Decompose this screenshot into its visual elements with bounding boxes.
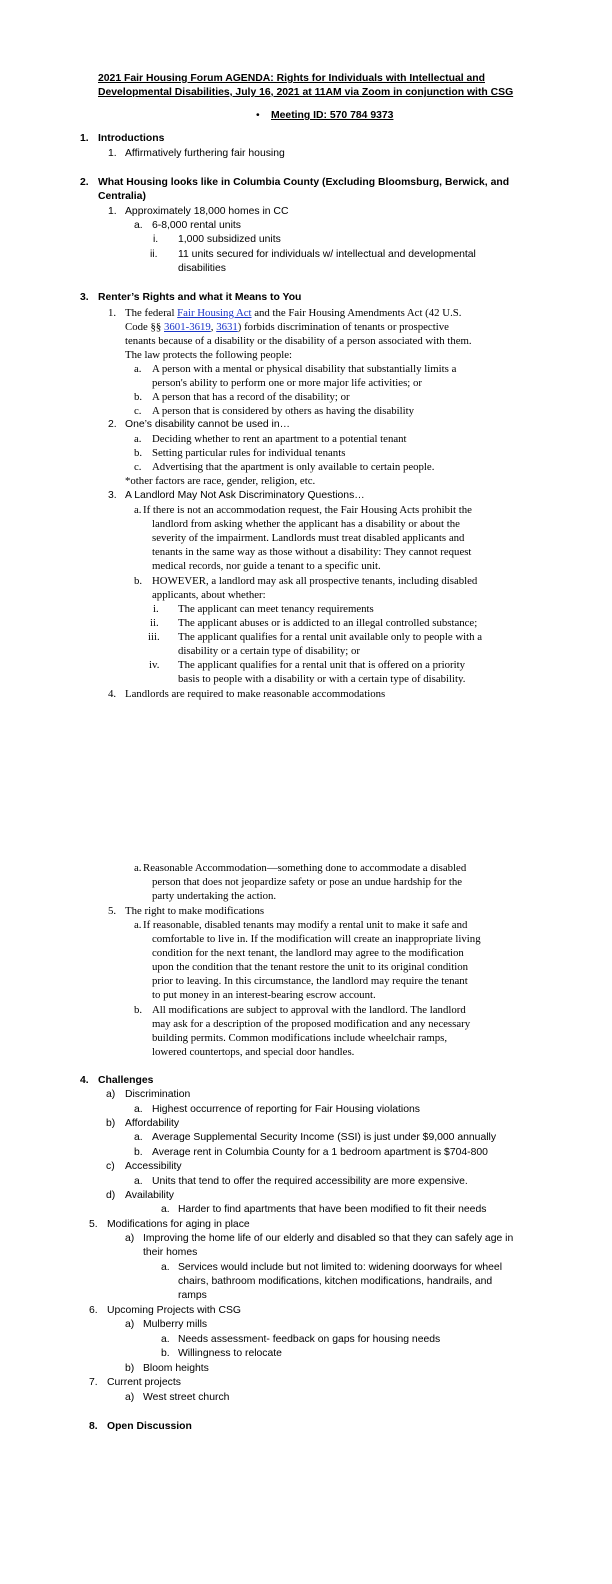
- list-item: Availability: [125, 1190, 174, 1201]
- list-number: 5.: [108, 905, 117, 917]
- meeting-id: Meeting ID: 570 784 9373: [271, 110, 394, 121]
- list-letter: a.: [161, 1262, 170, 1273]
- paragraph-line: The federal Fair Housing Act and the Fair Housing Amendments Act (42 U.S.: [125, 307, 462, 319]
- list-number: 3.: [108, 490, 117, 501]
- section-8-number: 8.: [89, 1421, 98, 1432]
- paragraph-line: upon the condition that the tenant restore the unit to its original condition: [152, 961, 469, 973]
- list-letter: a.: [161, 1334, 170, 1345]
- paragraph-line: If there is not an accommodation request, the Fair Housing Acts prohibit the: [143, 504, 472, 516]
- list-letter: a.: [134, 220, 143, 231]
- list-letter: c.: [134, 461, 142, 473]
- list-item: A person that has a record of the disability; or: [152, 391, 350, 403]
- paragraph-line: The law protects the following people:: [125, 349, 293, 361]
- list-letter: a): [106, 1089, 116, 1100]
- section-5-heading: Modifications for aging in place: [107, 1219, 250, 1230]
- list-item-cont: disability or a certain type of disability; or: [178, 645, 361, 657]
- list-letter: a.: [134, 1132, 143, 1143]
- list-item: Services would include but not limited to: widening doorways for wheel: [178, 1262, 503, 1273]
- paragraph-line: building permits. Common modifications include wheelchair ramps,: [152, 1032, 448, 1044]
- list-item: Affirmatively furthering fair housing: [125, 148, 285, 159]
- section-4-heading: Challenges: [98, 1075, 154, 1086]
- section-3-number: 3.: [80, 292, 89, 303]
- list-item: Harder to find apartments that have been modified to fit their needs: [178, 1204, 487, 1215]
- list-item: Willingness to relocate: [178, 1348, 282, 1359]
- list-item: The applicant can meet tenancy requirements: [178, 603, 374, 615]
- list-item: A Landlord May Not Ask Discriminatory Questions…: [125, 490, 365, 501]
- paragraph-line: severity of the impairment. Landlords must treat disabled applicants and: [152, 532, 465, 544]
- list-item: Accessibility: [125, 1161, 182, 1172]
- list-item-cont: ramps: [178, 1290, 207, 1301]
- list-roman: ii.: [150, 249, 158, 260]
- section-8-heading: Open Discussion: [107, 1421, 192, 1432]
- list-letter: b.: [134, 1004, 143, 1016]
- statute-3601-3619-link[interactable]: 3601-3619: [164, 321, 211, 333]
- list-item: Units that tend to offer the required accessibility are more expensive.: [152, 1176, 468, 1187]
- list-item: Advertising that the apartment is only available to certain people.: [152, 461, 435, 473]
- list-letter: a.: [134, 862, 142, 874]
- section-1-heading: Introductions: [98, 133, 165, 144]
- list-item-cont: person's ability to perform one or more major life activities; or: [152, 377, 422, 389]
- list-item: The applicant qualifies for a rental unit that is offered on a priority: [178, 659, 466, 671]
- paragraph-line: medical records, nor guide a tenant to a specific unit.: [152, 560, 381, 572]
- section-3-heading: Renter’s Rights and what it Means to You: [98, 292, 302, 303]
- list-item: Approximately 18,000 homes in CC: [125, 206, 289, 217]
- list-item: 11 units secured for individuals w/ intellectual and developmental: [178, 249, 476, 260]
- list-item: Discrimination: [125, 1089, 191, 1100]
- list-letter: b.: [134, 575, 143, 587]
- list-item: 1,000 subsidized units: [178, 234, 281, 245]
- list-letter: a): [125, 1233, 135, 1244]
- title-line-2: Developmental Disabilities, July 16, 2021 at 11AM via Zoom in conjunction with CSG: [98, 87, 514, 98]
- list-letter: c.: [134, 405, 142, 417]
- list-item-cont: disabilities: [178, 263, 226, 274]
- list-item-cont: their homes: [143, 1247, 198, 1258]
- bullet-icon: •: [256, 110, 260, 121]
- section-7-number: 7.: [89, 1377, 98, 1388]
- paragraph-line: person that does not jeopardize safety or pose an undue hardship for the: [152, 876, 463, 888]
- list-roman: iv.: [149, 659, 160, 671]
- list-item: The right to make modifications: [125, 905, 265, 917]
- list-letter: d): [106, 1190, 116, 1201]
- list-number: 1.: [108, 307, 117, 319]
- list-roman: ii.: [150, 617, 159, 629]
- list-item: Bloom heights: [143, 1363, 209, 1374]
- title-line-1: 2021 Fair Housing Forum AGENDA: Rights for Individuals with Intellectual and: [98, 73, 485, 84]
- list-letter: b.: [134, 1147, 143, 1158]
- paragraph-line: Reasonable Accommodation—something done to accommodate a disabled: [143, 862, 467, 874]
- section-5-number: 5.: [89, 1219, 98, 1230]
- list-number: 2.: [108, 419, 117, 430]
- list-letter: a): [125, 1392, 135, 1403]
- list-item: West street church: [143, 1392, 230, 1403]
- list-item: Needs assessment- feedback on gaps for housing needs: [178, 1334, 441, 1345]
- list-letter: a.: [161, 1204, 170, 1215]
- list-item-cont: chairs, bathroom modifications, kitchen modifications, handrails, and: [178, 1276, 493, 1287]
- section-2-heading: What Housing looks like in Columbia County (Excluding Bloomsburg, Berwick, and: [98, 177, 510, 188]
- list-item: A person that is considered by others as having the disability: [152, 405, 415, 417]
- paragraph-line: All modifications are subject to approval with the landlord. The landlord: [152, 1004, 466, 1016]
- paragraph-line: Code §§ 3601-3619, 3631) forbids discrimination of tenants or prospective: [125, 321, 449, 333]
- list-item: Average Supplemental Security Income (SSI) is just under $9,000 annually: [152, 1132, 497, 1143]
- list-item: Mulberry mills: [143, 1319, 208, 1330]
- list-letter: a.: [134, 504, 142, 516]
- paragraph-line: If reasonable, disabled tenants may modify a rental unit to make it safe and: [143, 919, 468, 931]
- list-number: 1.: [108, 148, 117, 159]
- list-item: Landlords are required to make reasonable accommodations: [125, 688, 386, 700]
- list-letter: b): [106, 1118, 116, 1129]
- list-number: 1.: [108, 206, 117, 217]
- paragraph-line: prior to leaving. In this circumstance, the landlord may require the tenant: [152, 975, 468, 987]
- paragraph-line: may ask for a description of the proposed modification and any necessary: [152, 1018, 471, 1030]
- section-1-number: 1.: [80, 133, 89, 144]
- paragraph-line: applicants, about whether:: [152, 589, 266, 601]
- section-4-number: 4.: [80, 1075, 89, 1086]
- list-item: A person with a mental or physical disability that substantially limits a: [152, 363, 457, 375]
- list-roman: i.: [153, 234, 159, 245]
- list-roman: i.: [153, 603, 159, 615]
- section-6-heading: Upcoming Projects with CSG: [107, 1305, 241, 1316]
- paragraph-line: lowered countertops, and special door handles.: [152, 1046, 355, 1058]
- list-item: The applicant abuses or is addicted to an illegal controlled substance;: [178, 617, 478, 629]
- list-item: The applicant qualifies for a rental unit available only to people with a: [178, 631, 483, 643]
- section-7-heading: Current projects: [107, 1377, 181, 1388]
- list-roman: iii.: [148, 631, 160, 643]
- paragraph-line: to put money in an interest-bearing escrow account.: [152, 989, 376, 1001]
- list-item: Deciding whether to rent an apartment to a potential tenant: [152, 433, 407, 445]
- note: *other factors are race, gender, religion, etc.: [125, 475, 316, 487]
- paragraph-line: landlord from asking whether the applicant has a disability or about the: [152, 518, 460, 530]
- list-letter: a.: [134, 363, 142, 375]
- list-item: Highest occurrence of reporting for Fair Housing violations: [152, 1104, 420, 1115]
- section-2-number: 2.: [80, 177, 89, 188]
- list-letter: b): [125, 1363, 135, 1374]
- list-item: Setting particular rules for individual tenants: [152, 447, 346, 459]
- list-item: Improving the home life of our elderly and disabled so that they can safely age in: [143, 1233, 514, 1244]
- list-letter: a): [125, 1319, 135, 1330]
- list-letter: a.: [134, 1176, 143, 1187]
- paragraph-line: tenants because of a disability or the disability of a person associated with them.: [125, 335, 472, 347]
- list-letter: b.: [161, 1348, 170, 1359]
- paragraph-line: party undertaking the action.: [152, 890, 277, 902]
- list-item: 6-8,000 rental units: [152, 220, 241, 231]
- list-letter: a.: [134, 433, 142, 445]
- list-item: Affordability: [125, 1118, 180, 1129]
- list-letter: a.: [134, 1104, 143, 1115]
- list-number: 4.: [108, 688, 117, 700]
- list-letter: b.: [134, 447, 143, 459]
- list-letter: c): [106, 1161, 115, 1172]
- fair-housing-act-link[interactable]: Fair Housing Act: [177, 307, 252, 319]
- list-letter: a.: [134, 919, 142, 931]
- paragraph-line: HOWEVER, a landlord may ask all prospective tenants, including disabled: [152, 575, 478, 587]
- list-letter: b.: [134, 391, 143, 403]
- statute-3631-link[interactable]: 3631: [216, 321, 238, 333]
- section-6-number: 6.: [89, 1305, 98, 1316]
- list-item: One’s disability cannot be used in…: [125, 419, 291, 430]
- section-2-heading-cont: Centralia): [98, 191, 146, 202]
- paragraph-line: comfortable to live in. If the modification will create an inappropriate living: [152, 933, 481, 945]
- list-item-cont: basis to people with a disability or with a certain type of disability.: [178, 673, 466, 685]
- paragraph-line: condition for the next tenant, the landlord may agree to the modification: [152, 947, 464, 959]
- paragraph-line: tenants in the same way as those without a disability: They cannot request: [152, 546, 472, 558]
- list-item: Average rent in Columbia County for a 1 bedroom apartment is $704-800: [152, 1147, 488, 1158]
